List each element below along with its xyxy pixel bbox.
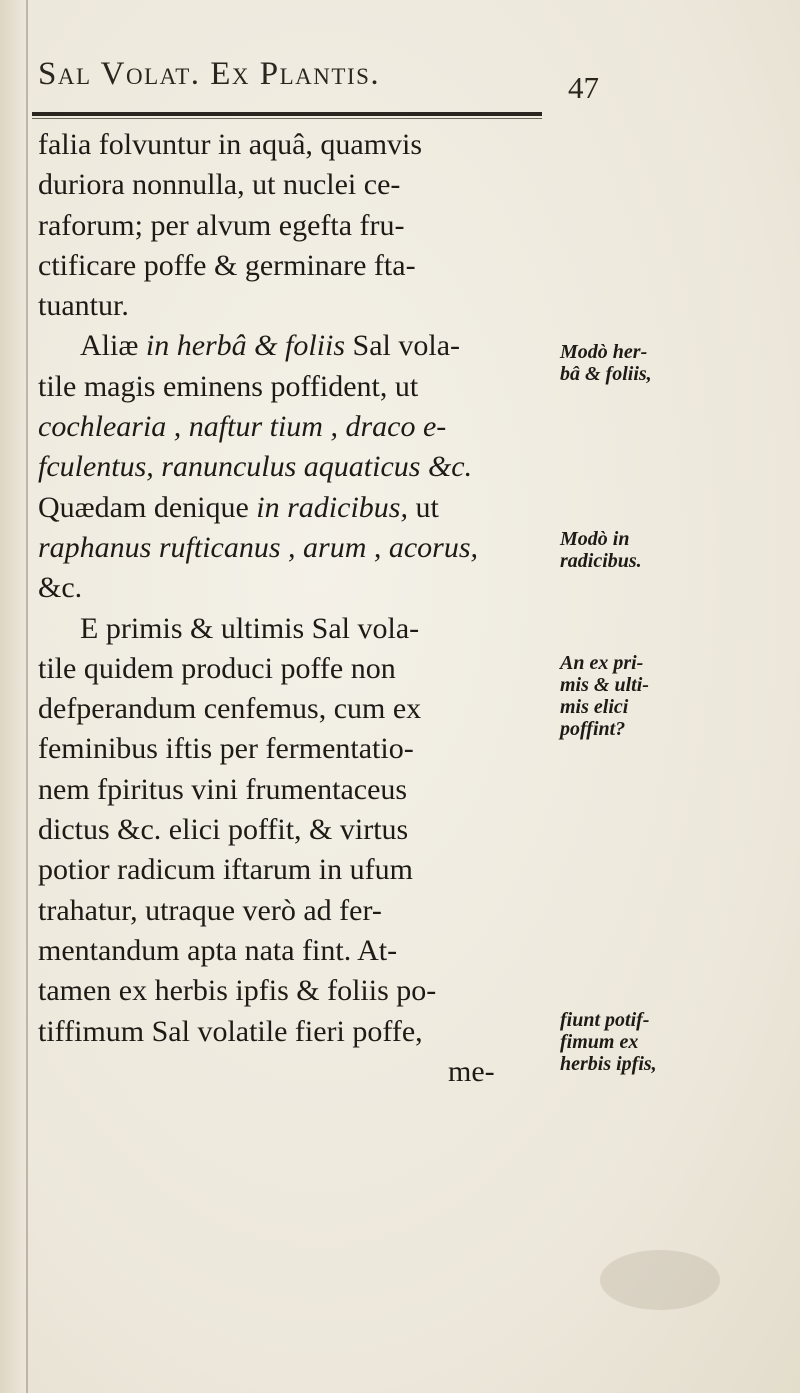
margin-note-line: An ex pri- <box>560 652 644 674</box>
header-rule-thin <box>32 118 542 119</box>
page-number: 47 <box>568 70 599 105</box>
margin-note-line: fimum ex <box>560 1031 639 1053</box>
running-title: Sal Volat. Ex Plantis. <box>38 56 381 92</box>
margin-note-line: fiunt potif- <box>560 1009 650 1031</box>
text-line: raphanus rufticanus , arum , acorus, <box>38 530 479 564</box>
paper-stain <box>600 1250 720 1310</box>
text-run: Aliæ <box>80 329 146 363</box>
text-line: defperandum cenfemus, cum ex <box>38 692 422 726</box>
text-run: Quædam denique <box>38 490 257 524</box>
text-line <box>38 326 538 366</box>
text-line: falia folvuntur in aquâ, quamvis <box>38 128 423 161</box>
text-line: dictus &c. elici poffit, & virtus <box>38 813 409 847</box>
margin-note-potissimum <box>560 1009 657 1075</box>
italic-run: in radicibus, <box>256 490 408 524</box>
text-run: ut <box>407 490 439 524</box>
text-line: feminibus iftis per fermentatio- <box>38 732 414 766</box>
text-line: nem fpiritus vini frumentaceus <box>38 772 408 806</box>
main-text <box>38 125 538 1092</box>
text-line: fculentus, ranunculus aquaticus &c. <box>38 450 473 484</box>
text-line: potior radicum iftarum in ufum <box>38 853 413 887</box>
text-line: cochlearia , naftur tium , draco e- <box>38 410 447 444</box>
text-line: duriora nonnulla, ut nuclei ce- <box>38 168 401 202</box>
margin-note-line: mis & ulti- <box>560 674 649 696</box>
margin-note-line: bâ & foliis, <box>560 363 652 385</box>
margin-note-herbs <box>560 341 652 385</box>
text-line <box>38 488 538 528</box>
text-line: tile magis eminens poffident, ut <box>38 369 419 403</box>
text-line: trahatur, utraque verò ad fer- <box>38 893 382 927</box>
margin-note-line: herbis ipfis, <box>560 1053 657 1075</box>
margin-note-line: poffint? <box>560 718 626 740</box>
margin-note-line: Modò in <box>560 528 630 550</box>
text-line: tamen ex herbis ipfis & foliis po- <box>38 974 437 1008</box>
margin-note-line: mis elici <box>560 696 629 718</box>
text-line: &c. <box>38 571 83 605</box>
text-line: raforum; per alvum egefta fru- <box>38 208 405 242</box>
margin-note-line: Modò her- <box>560 341 648 363</box>
header-rule <box>32 112 542 116</box>
text-line: ctificare poffe & germinare fta- <box>38 248 416 282</box>
text-line: tile quidem produci poffe non <box>38 651 396 685</box>
text-line: me- <box>448 1054 495 1088</box>
page-binding-edge <box>0 0 28 1393</box>
margin-note-question <box>560 652 649 740</box>
text-line: mentandum apta nata fint. At- <box>38 933 398 967</box>
text-line: E primis & ultimis Sal vola- <box>80 611 420 645</box>
text-run: Sal vola- <box>345 329 461 363</box>
text-line: tiffimum Sal volatile fieri poffe, <box>38 1014 423 1048</box>
italic-run: in herbâ & foliis <box>145 329 346 363</box>
margin-note-roots <box>560 528 642 572</box>
text-line: tuantur. <box>38 289 129 323</box>
margin-note-line: radicibus. <box>560 550 642 572</box>
